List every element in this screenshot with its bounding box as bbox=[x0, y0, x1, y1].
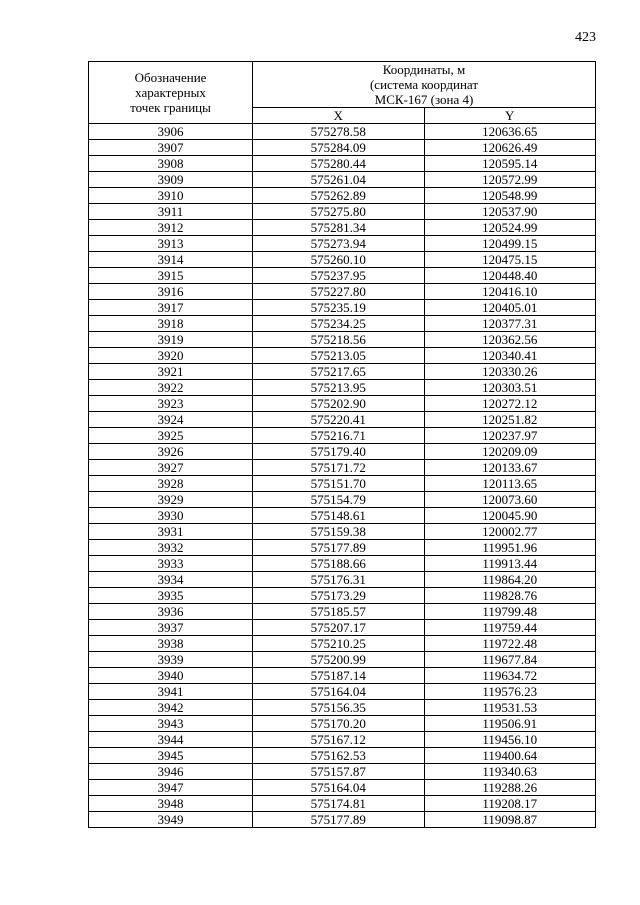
cell-x: 575273.94 bbox=[253, 236, 425, 252]
cell-y: 120272.12 bbox=[424, 396, 596, 412]
cell-x: 575213.05 bbox=[253, 348, 425, 364]
cell-y: 120303.51 bbox=[424, 380, 596, 396]
cell-y: 119951.96 bbox=[424, 540, 596, 556]
table-row bbox=[89, 636, 596, 652]
cell-y: 119864.20 bbox=[424, 572, 596, 588]
page-number: 423 bbox=[575, 30, 596, 45]
table-row bbox=[89, 780, 596, 796]
cell-x: 575261.04 bbox=[253, 172, 425, 188]
cell-x: 575167.12 bbox=[253, 732, 425, 748]
cell-point-id: 3946 bbox=[89, 764, 253, 780]
cell-x: 575202.90 bbox=[253, 396, 425, 412]
cell-y: 120636.65 bbox=[424, 124, 596, 140]
cell-y: 120537.90 bbox=[424, 204, 596, 220]
cell-y: 119722.48 bbox=[424, 636, 596, 652]
cell-x: 575216.71 bbox=[253, 428, 425, 444]
table-row bbox=[89, 540, 596, 556]
cell-x: 575235.19 bbox=[253, 300, 425, 316]
header-x: X bbox=[253, 108, 425, 124]
cell-point-id: 3915 bbox=[89, 268, 253, 284]
coordinates-table bbox=[88, 61, 596, 828]
table-row bbox=[89, 588, 596, 604]
cell-x: 575164.04 bbox=[253, 780, 425, 796]
table-row bbox=[89, 460, 596, 476]
cell-point-id: 3929 bbox=[89, 492, 253, 508]
cell-x: 575227.80 bbox=[253, 284, 425, 300]
cell-x: 575173.29 bbox=[253, 588, 425, 604]
cell-x: 575281.34 bbox=[253, 220, 425, 236]
cell-point-id: 3940 bbox=[89, 668, 253, 684]
header-coordinates-group bbox=[253, 62, 596, 108]
cell-x: 575278.58 bbox=[253, 124, 425, 140]
table-row bbox=[89, 348, 596, 364]
cell-point-id: 3921 bbox=[89, 364, 253, 380]
table-row bbox=[89, 732, 596, 748]
table-row bbox=[89, 700, 596, 716]
cell-point-id: 3912 bbox=[89, 220, 253, 236]
cell-point-id: 3936 bbox=[89, 604, 253, 620]
table-row bbox=[89, 332, 596, 348]
table-row bbox=[89, 268, 596, 284]
cell-point-id: 3908 bbox=[89, 156, 253, 172]
cell-x: 575177.89 bbox=[253, 540, 425, 556]
table-row bbox=[89, 524, 596, 540]
cell-y: 119288.26 bbox=[424, 780, 596, 796]
cell-x: 575220.41 bbox=[253, 412, 425, 428]
header-coordinates-line-2: (система координат bbox=[369, 77, 479, 92]
cell-point-id: 3945 bbox=[89, 748, 253, 764]
cell-point-id: 3926 bbox=[89, 444, 253, 460]
table-row bbox=[89, 188, 596, 204]
cell-y: 120377.31 bbox=[424, 316, 596, 332]
cell-y: 120330.26 bbox=[424, 364, 596, 380]
cell-y: 119506.91 bbox=[424, 716, 596, 732]
cell-point-id: 3906 bbox=[89, 124, 253, 140]
cell-x: 575218.56 bbox=[253, 332, 425, 348]
cell-x: 575234.25 bbox=[253, 316, 425, 332]
table-row bbox=[89, 620, 596, 636]
header-y: Y bbox=[424, 108, 596, 124]
table-row bbox=[89, 300, 596, 316]
cell-x: 575237.95 bbox=[253, 268, 425, 284]
header-point-name bbox=[89, 62, 253, 124]
table-row bbox=[89, 684, 596, 700]
cell-x: 575171.72 bbox=[253, 460, 425, 476]
cell-point-id: 3935 bbox=[89, 588, 253, 604]
cell-point-id: 3928 bbox=[89, 476, 253, 492]
cell-x: 575170.20 bbox=[253, 716, 425, 732]
table-row bbox=[89, 396, 596, 412]
cell-point-id: 3919 bbox=[89, 332, 253, 348]
cell-y: 119576.23 bbox=[424, 684, 596, 700]
cell-y: 120475.15 bbox=[424, 252, 596, 268]
table-row bbox=[89, 604, 596, 620]
table-row bbox=[89, 556, 596, 572]
cell-x: 575157.87 bbox=[253, 764, 425, 780]
cell-point-id: 3917 bbox=[89, 300, 253, 316]
table-row bbox=[89, 428, 596, 444]
cell-y: 119456.10 bbox=[424, 732, 596, 748]
cell-y: 119400.64 bbox=[424, 748, 596, 764]
cell-point-id: 3933 bbox=[89, 556, 253, 572]
cell-y: 119208.17 bbox=[424, 796, 596, 812]
cell-y: 119531.53 bbox=[424, 700, 596, 716]
cell-y: 119634.72 bbox=[424, 668, 596, 684]
header-coordinates-line-3: МСК-167 (зона 4) bbox=[374, 92, 474, 107]
cell-point-id: 3934 bbox=[89, 572, 253, 588]
table-body bbox=[89, 124, 596, 828]
header-point-name-line-1: Обозначение bbox=[134, 70, 207, 85]
table-row bbox=[89, 668, 596, 684]
cell-x: 575154.79 bbox=[253, 492, 425, 508]
cell-x: 575159.38 bbox=[253, 524, 425, 540]
cell-x: 575187.14 bbox=[253, 668, 425, 684]
table-row bbox=[89, 572, 596, 588]
cell-y: 119913.44 bbox=[424, 556, 596, 572]
cell-y: 119759.44 bbox=[424, 620, 596, 636]
table-row bbox=[89, 140, 596, 156]
cell-point-id: 3923 bbox=[89, 396, 253, 412]
cell-point-id: 3948 bbox=[89, 796, 253, 812]
cell-x: 575275.80 bbox=[253, 204, 425, 220]
table-row bbox=[89, 380, 596, 396]
cell-x: 575148.61 bbox=[253, 508, 425, 524]
cell-x: 575174.81 bbox=[253, 796, 425, 812]
cell-x: 575156.35 bbox=[253, 700, 425, 716]
cell-x: 575262.89 bbox=[253, 188, 425, 204]
table-row bbox=[89, 172, 596, 188]
cell-x: 575176.31 bbox=[253, 572, 425, 588]
cell-y: 119677.84 bbox=[424, 652, 596, 668]
cell-point-id: 3927 bbox=[89, 460, 253, 476]
table-row bbox=[89, 220, 596, 236]
cell-point-id: 3922 bbox=[89, 380, 253, 396]
table-row bbox=[89, 444, 596, 460]
cell-point-id: 3909 bbox=[89, 172, 253, 188]
cell-point-id: 3949 bbox=[89, 812, 253, 828]
cell-y: 119340.63 bbox=[424, 764, 596, 780]
cell-y: 120073.60 bbox=[424, 492, 596, 508]
table-row bbox=[89, 364, 596, 380]
table-row bbox=[89, 748, 596, 764]
cell-y: 120045.90 bbox=[424, 508, 596, 524]
cell-point-id: 3911 bbox=[89, 204, 253, 220]
cell-x: 575280.44 bbox=[253, 156, 425, 172]
cell-x: 575213.95 bbox=[253, 380, 425, 396]
cell-y: 120405.01 bbox=[424, 300, 596, 316]
table-row bbox=[89, 652, 596, 668]
cell-point-id: 3907 bbox=[89, 140, 253, 156]
table-row bbox=[89, 124, 596, 140]
cell-x: 575162.53 bbox=[253, 748, 425, 764]
cell-y: 119799.48 bbox=[424, 604, 596, 620]
cell-y: 120626.49 bbox=[424, 140, 596, 156]
table-row bbox=[89, 316, 596, 332]
table-row bbox=[89, 476, 596, 492]
cell-x: 575177.89 bbox=[253, 812, 425, 828]
cell-y: 119828.76 bbox=[424, 588, 596, 604]
table-row bbox=[89, 812, 596, 828]
cell-x: 575284.09 bbox=[253, 140, 425, 156]
cell-point-id: 3947 bbox=[89, 780, 253, 796]
header-coordinates-line-1: Координаты, м bbox=[382, 62, 466, 77]
cell-x: 575210.25 bbox=[253, 636, 425, 652]
cell-point-id: 3918 bbox=[89, 316, 253, 332]
cell-x: 575179.40 bbox=[253, 444, 425, 460]
cell-point-id: 3916 bbox=[89, 284, 253, 300]
table-row bbox=[89, 156, 596, 172]
cell-x: 575217.65 bbox=[253, 364, 425, 380]
cell-y: 120448.40 bbox=[424, 268, 596, 284]
table-row bbox=[89, 236, 596, 252]
table-row bbox=[89, 716, 596, 732]
cell-y: 120340.41 bbox=[424, 348, 596, 364]
table-row bbox=[89, 796, 596, 812]
cell-point-id: 3925 bbox=[89, 428, 253, 444]
table-row bbox=[89, 508, 596, 524]
cell-point-id: 3930 bbox=[89, 508, 253, 524]
cell-x: 575185.57 bbox=[253, 604, 425, 620]
cell-y: 120133.67 bbox=[424, 460, 596, 476]
table-row bbox=[89, 252, 596, 268]
cell-point-id: 3937 bbox=[89, 620, 253, 636]
cell-y: 120362.56 bbox=[424, 332, 596, 348]
cell-point-id: 3924 bbox=[89, 412, 253, 428]
cell-y: 120524.99 bbox=[424, 220, 596, 236]
cell-x: 575200.99 bbox=[253, 652, 425, 668]
cell-point-id: 3910 bbox=[89, 188, 253, 204]
cell-y: 120572.99 bbox=[424, 172, 596, 188]
table-row bbox=[89, 284, 596, 300]
cell-point-id: 3913 bbox=[89, 236, 253, 252]
cell-y: 120209.09 bbox=[424, 444, 596, 460]
cell-y: 119098.87 bbox=[424, 812, 596, 828]
cell-point-id: 3931 bbox=[89, 524, 253, 540]
cell-point-id: 3920 bbox=[89, 348, 253, 364]
table-header bbox=[89, 62, 596, 124]
cell-x: 575151.70 bbox=[253, 476, 425, 492]
cell-y: 120251.82 bbox=[424, 412, 596, 428]
cell-y: 120113.65 bbox=[424, 476, 596, 492]
cell-y: 120548.99 bbox=[424, 188, 596, 204]
cell-y: 120595.14 bbox=[424, 156, 596, 172]
cell-point-id: 3938 bbox=[89, 636, 253, 652]
cell-y: 120237.97 bbox=[424, 428, 596, 444]
cell-y: 120416.10 bbox=[424, 284, 596, 300]
cell-point-id: 3942 bbox=[89, 700, 253, 716]
cell-point-id: 3941 bbox=[89, 684, 253, 700]
cell-y: 120499.15 bbox=[424, 236, 596, 252]
table-row bbox=[89, 412, 596, 428]
cell-x: 575188.66 bbox=[253, 556, 425, 572]
table-row bbox=[89, 492, 596, 508]
cell-point-id: 3914 bbox=[89, 252, 253, 268]
cell-point-id: 3943 bbox=[89, 716, 253, 732]
cell-x: 575207.17 bbox=[253, 620, 425, 636]
cell-point-id: 3939 bbox=[89, 652, 253, 668]
header-point-name-line-2: характерных bbox=[135, 85, 206, 100]
cell-y: 120002.77 bbox=[424, 524, 596, 540]
cell-x: 575164.04 bbox=[253, 684, 425, 700]
table-row bbox=[89, 764, 596, 780]
table-row bbox=[89, 204, 596, 220]
cell-point-id: 3932 bbox=[89, 540, 253, 556]
cell-point-id: 3944 bbox=[89, 732, 253, 748]
header-point-name-line-3: точек границы bbox=[130, 100, 211, 115]
cell-x: 575260.10 bbox=[253, 252, 425, 268]
